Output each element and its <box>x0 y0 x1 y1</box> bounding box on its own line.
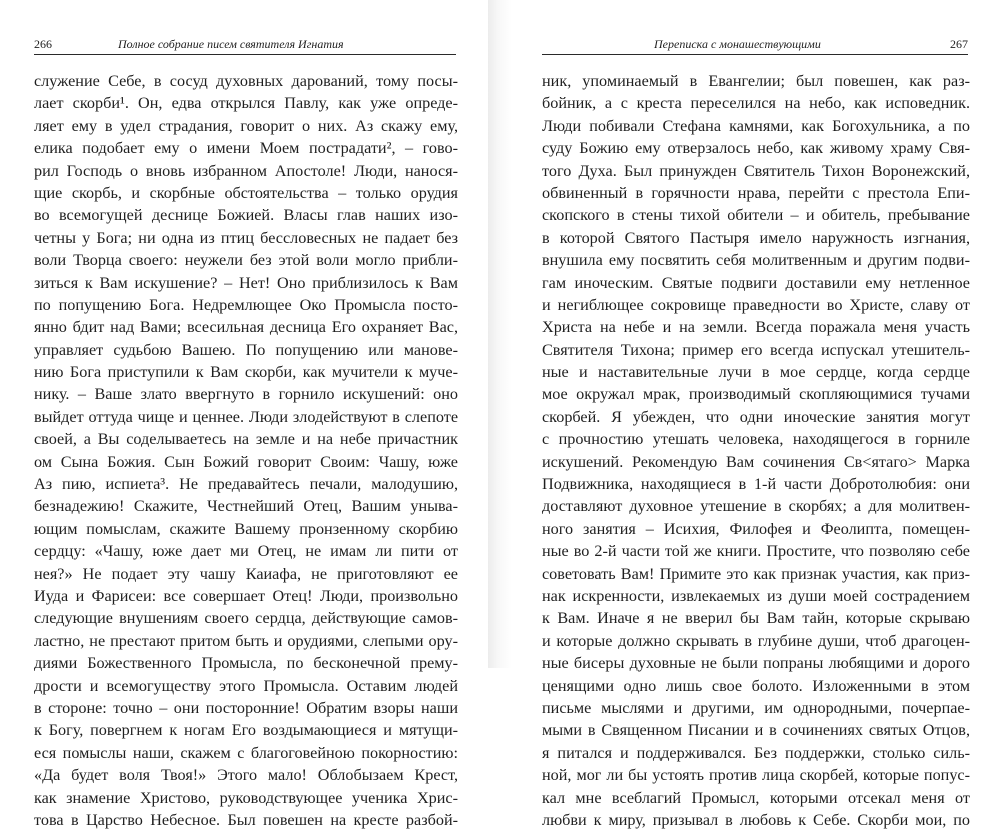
text-line: обвиненный в горячности нрава, перейти с престола Епи- <box>542 183 970 202</box>
text-line: това в Царство Небесное. Был повешен на кресте разбой- <box>34 810 458 829</box>
text-line: следующие внушениям своего сердца, действующие самов- <box>34 609 458 628</box>
text-line: воли Творца своего: неужели без этой воли могло прибли- <box>34 251 458 270</box>
right-page-body <box>542 70 970 831</box>
text-line: скорбей. Я убежден, что одни иноческие занятия могут <box>542 407 970 426</box>
left-running-header <box>34 36 456 55</box>
text-line: ющим помыслам, скажите Вашему пронзенному скорбию <box>34 519 458 538</box>
text-line: скопского в стены тихой обители – и обитель, пребывание <box>542 206 970 225</box>
text-line: Святителя Тихона; пример его всегда испускал утешитель- <box>542 340 970 359</box>
text-line: щие скорбь, и скорбные обстоятельства – только орудия <box>34 183 458 202</box>
text-line: к Богу, повергнем к ногам Его воздымающиеся и мятущи- <box>34 721 458 740</box>
text-line: в которой Святого Пастыря имело наружность изгнания, <box>542 228 970 247</box>
text-line: с прочностию утешать человека, находящегося в горниле <box>542 430 970 449</box>
text-line: ные и наставительные лучи в мое сердце, когда сердце <box>542 363 970 382</box>
text-line: нию Бога приступили к Вам скорби, как мучители к муче- <box>34 363 458 382</box>
text-line: гам иноческим. Святые подвиги доставили ему нетленное <box>542 273 970 292</box>
text-line: ластно, не престают притом быть и орудиями, слепыми ору- <box>34 631 458 650</box>
text-line: диями Божественного Промысла, по бесконечной прему- <box>34 654 458 673</box>
text-line: ного занятия – Исихия, Филофея и Феолипта, помещен- <box>542 519 970 538</box>
text-line: в стороне: точно – они посторонние! Обратим взоры наши <box>34 698 458 717</box>
text-line: янно бдит над Вами; всесильная десница Его охраняет Вас, <box>34 318 458 337</box>
text-line: советовать Вам! Примите это как признак участия, как приз- <box>542 564 970 583</box>
text-line: суду Божию ему отверзалось небо, как живому храму Свя- <box>542 139 970 158</box>
text-line: во всемогущей деснице Божией. Власы глав наших изо- <box>34 206 458 225</box>
text-line: «Да будет воля Твоя!» Этого мало! Облобызаем Крест, <box>34 766 458 785</box>
right-running-header <box>542 36 968 55</box>
text-line: как знамение Христово, руководствующее ученика Хрис- <box>34 788 458 807</box>
text-line: нея?» Не подает эту чашу Каиафа, не приготовляют ее <box>34 564 458 583</box>
text-line: дрости и всемогуществу этого Промысла. Оставим людей <box>34 676 458 695</box>
text-line: зиться к Вам искушение? – Нет! Оно приблизилось к Вам <box>34 273 458 292</box>
text-line: и которые должно скрывать в глубине души, чтоб драгоцен- <box>542 631 970 650</box>
text-line: я питался и поддерживался. Без поддержки, столько силь- <box>542 743 970 762</box>
text-line: четны у Бога; ни одна из птиц бессловесных не падает без <box>34 228 458 247</box>
text-line: бойник, а с креста переселился на небо, как исповедник. <box>542 94 970 113</box>
left-running-title: Полное собрание писем святителя Игнатия <box>118 37 344 51</box>
text-line: служение Себе, в сосуд духовных дарований, тому посы- <box>34 72 458 90</box>
text-line: елика подобает ему о имени Моем пострадати², – гово- <box>34 139 458 158</box>
text-line: доставляют духовное утешение в скорбях; а для молитвен- <box>542 497 970 516</box>
text-line: к Вам. Иначе я не вверил бы Вам тайн, которые скрываю <box>542 609 970 628</box>
text-line: по попущению Бога. Недремлющее Око Промысла посто- <box>34 295 458 314</box>
text-line: того Духа. Был принужден Святитель Тихон Воронежский, <box>542 161 970 180</box>
text-line: безнадежию! Скажите, Честнейший Отец, Вашим уныва- <box>34 497 458 516</box>
text-line: Люди побивали Стефана камнями, как Богохульника, а по <box>542 116 970 135</box>
right-running-title: Переписка с монашествующими <box>654 37 821 51</box>
left-page <box>0 0 488 829</box>
text-line: нику. – Ваше злато ввергнуто в горнило искушений: оно <box>34 385 458 404</box>
text-line: ной, мог ли бы устоять против лица скорбей, которые попус- <box>542 766 970 785</box>
text-line: ом Сына Божия. Сын Божий говорит Своим: Чашу, юже <box>34 452 458 471</box>
right-page-number: 267 <box>950 37 968 51</box>
text-line: любви к миру, призывал в любовь к Себе. Скорби мои, по <box>542 810 970 829</box>
text-line: нак искренности, извлекаемых из души моей сострадением <box>542 586 970 605</box>
text-line: сердцу: «Чашу, юже дает ми Отец, не имам ли пити от <box>34 542 458 561</box>
text-line: кал мне всеблагий Промысл, которыми отсекал меня от <box>542 788 970 807</box>
text-line: ценящими одно лишь свое болото. Изложенными в этом <box>542 676 970 695</box>
right-page <box>512 0 1000 829</box>
book-gutter <box>488 0 512 668</box>
text-line: Подвижника, находящиеся в 1-й части Добротолюбия: они <box>542 475 970 494</box>
text-line: своей, а Вы соделываетесь на земле и на небе причастник <box>34 430 458 449</box>
text-line: еся помыслы наши, скажем с благоговейною покорностию: <box>34 743 458 762</box>
left-page-body <box>34 70 458 831</box>
text-line: ные бисеры духовные не были попраны любящими и дорого <box>542 654 970 673</box>
text-line: рил Господь о вновь избранном Апостоле! Люди, нанося- <box>34 161 458 180</box>
text-line: внушила ему посвятить себя молитвенным и другим подви- <box>542 251 970 270</box>
text-line: мыми в Священном Писании и в сочинениях святых Отцов, <box>542 721 970 740</box>
text-line: Аз пию, испиета³. Не предавайтесь печали, малодушию, <box>34 475 458 494</box>
text-line: и негиблющее сокровище праведности во Христе, славу от <box>542 295 970 314</box>
text-line: искушений. Рекомендую Вам сочинения Св<ятаго> Марка <box>542 452 970 471</box>
text-line: ляет ему в удел страдания, говорит о них. Аз скажу ему, <box>34 116 458 135</box>
text-line: ник, упоминаемый в Евангелии; был повешен, как раз- <box>542 72 970 90</box>
left-page-number: 266 <box>34 37 52 51</box>
text-line: лает скорби¹. Он, едва открылся Павлу, как уже опреде- <box>34 94 458 113</box>
text-line: письме мыслями и другими, им однородными, почерпае- <box>542 698 970 717</box>
text-line: мое окружал мрак, производимый скопляющимися тучами <box>542 385 970 404</box>
text-line: управляет судьбою Вашею. По попущению или манове- <box>34 340 458 359</box>
text-line: Иуда и Фарисеи: все совершает Отец! Люди, произвольно <box>34 586 458 605</box>
text-line: выйдет оттуда чище и ценнее. Люди злодействуют в слепоте <box>34 407 458 426</box>
text-line: Христа на небе и на земли. Всегда поражала меня участь <box>542 318 970 337</box>
text-line: ные во 2-й части той же книги. Простите, что позволяю себе <box>542 542 970 561</box>
